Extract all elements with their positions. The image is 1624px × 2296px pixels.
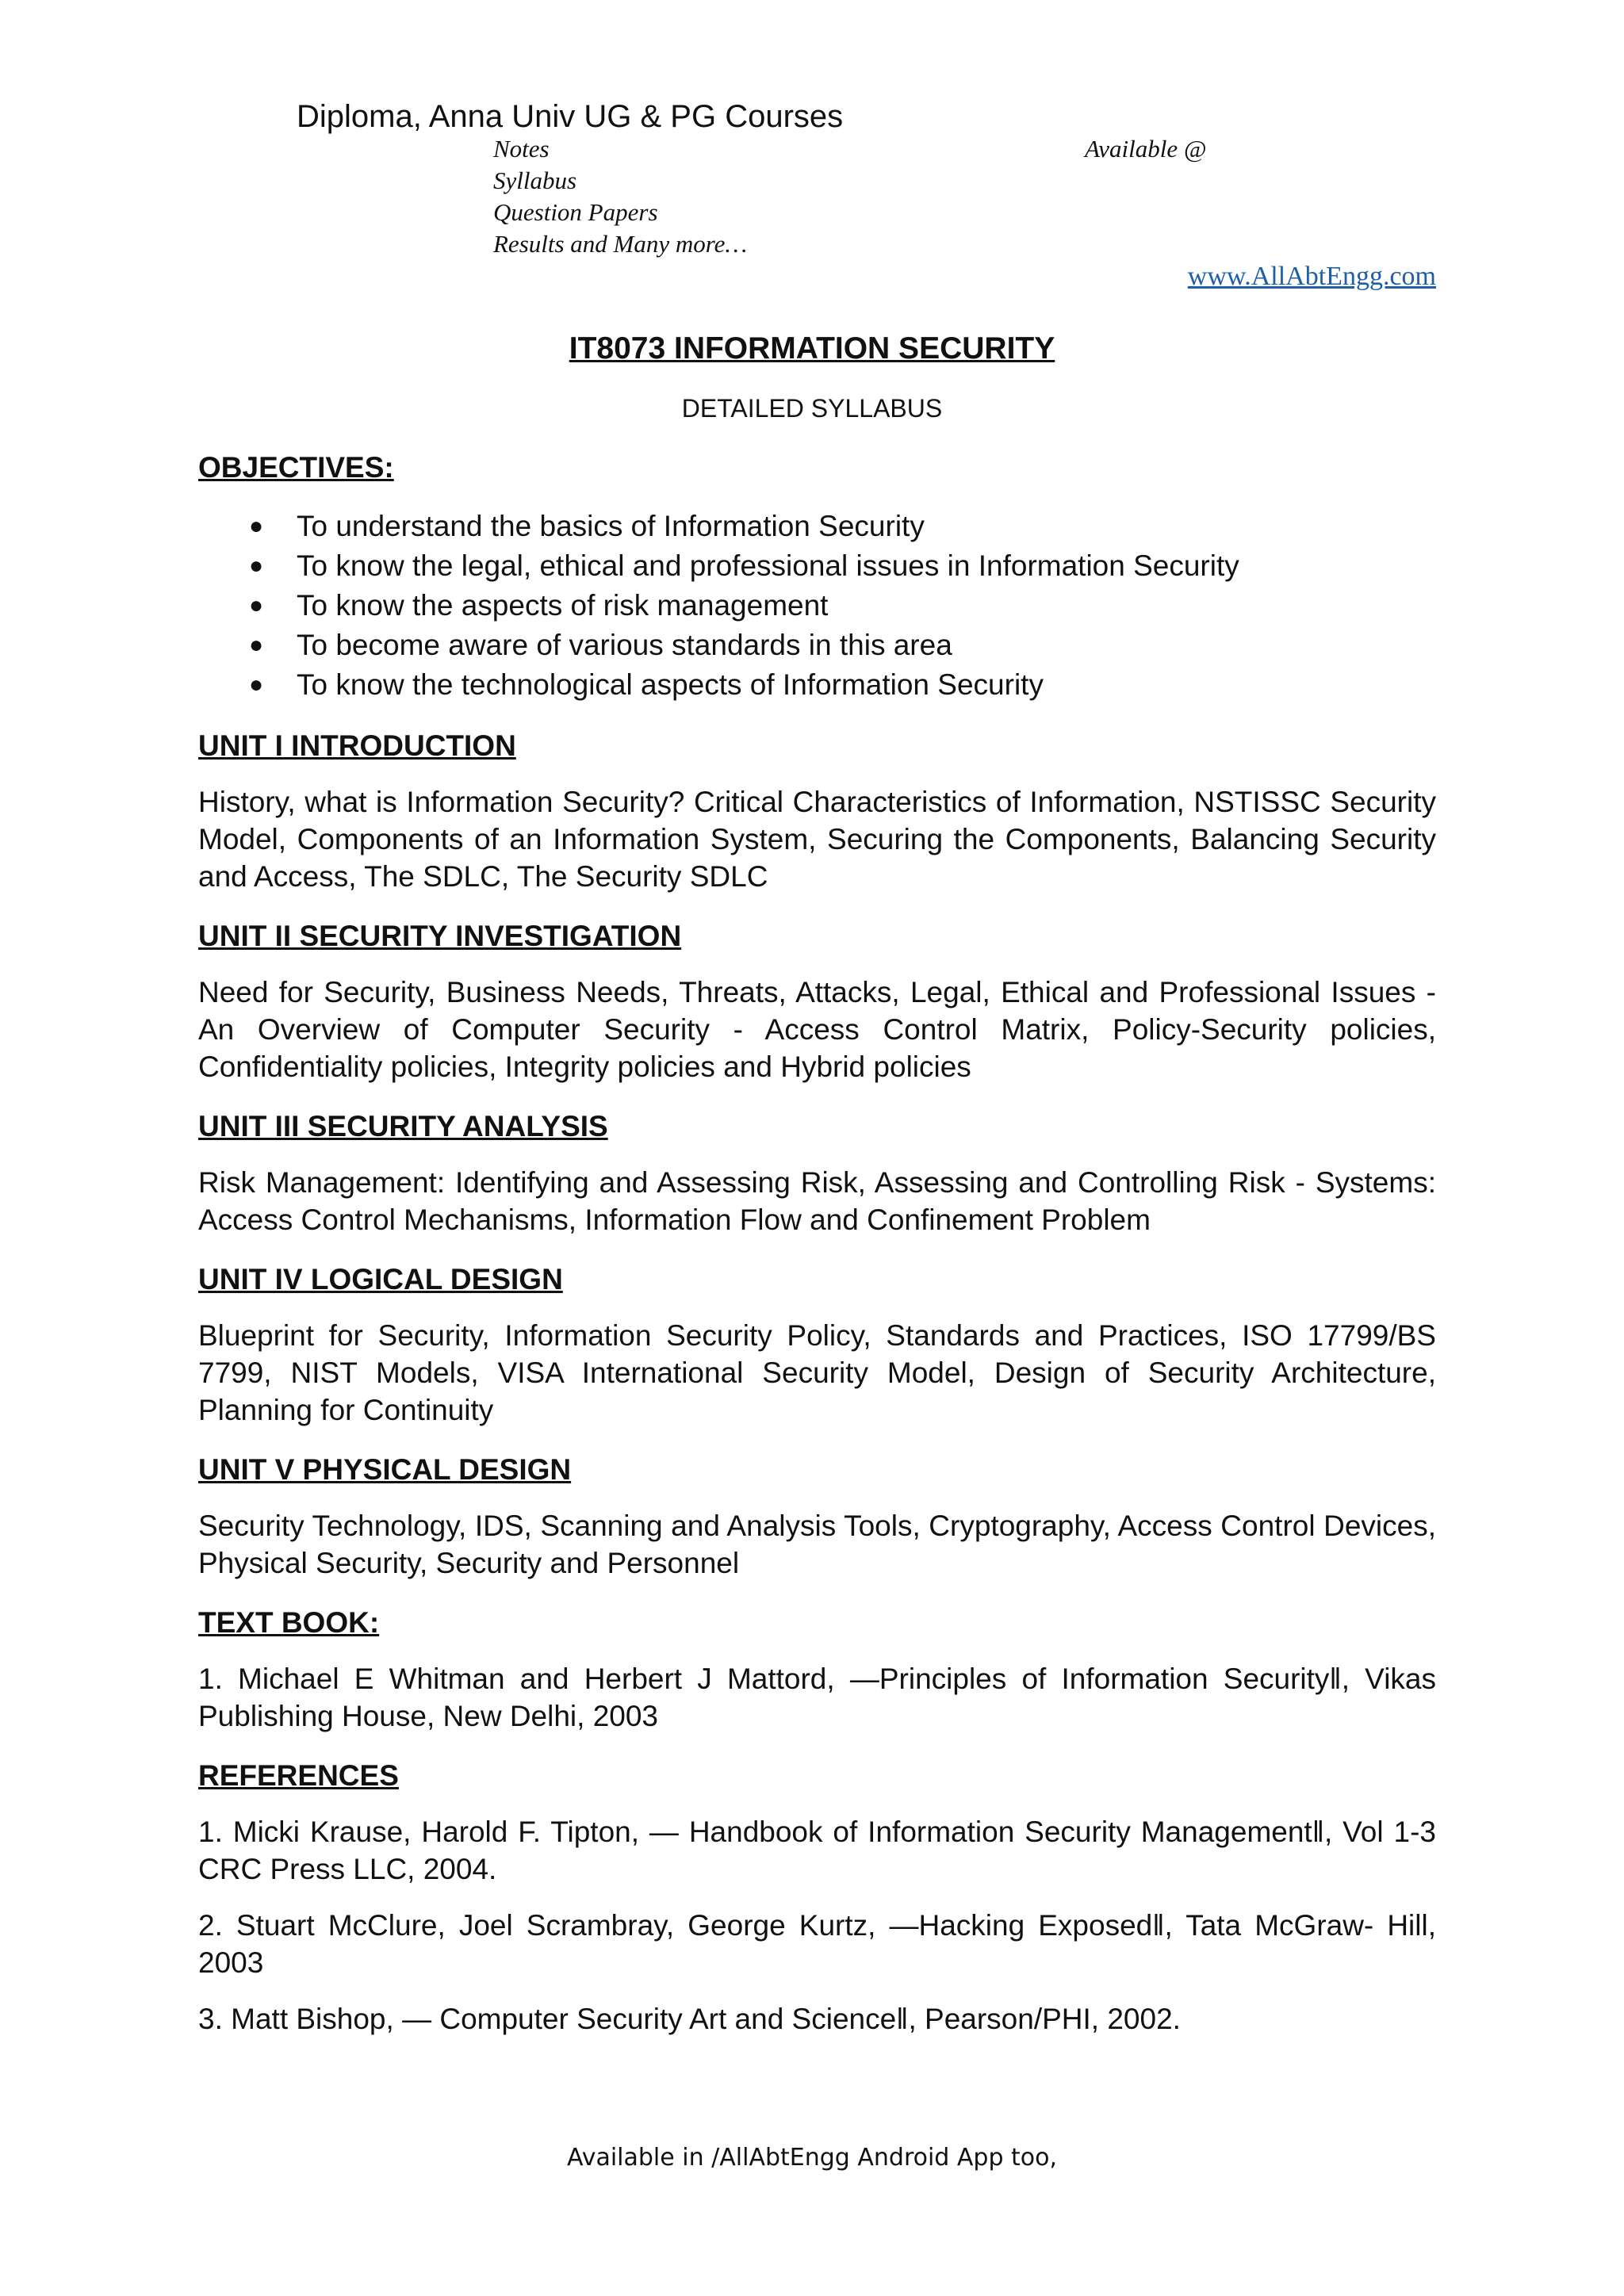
header-available-label: Available @ xyxy=(1085,135,1207,163)
objectives-heading: OBJECTIVES: xyxy=(198,451,394,484)
header-items xyxy=(493,133,747,260)
objective-text: To become aware of various standards in this area xyxy=(297,629,952,661)
reference-item: 1. Micki Krause, Harold F. Tipton, ― Handbook of Information Security Management‖, Vol 1-3 CRC Press LLC, 2004. xyxy=(198,1816,1436,1885)
objective-item xyxy=(198,665,1436,705)
website-link[interactable]: www.AllAbtEngg.com xyxy=(1187,262,1436,291)
objective-text: To know the technological aspects of Information Security xyxy=(297,668,1044,701)
objective-text: To know the legal, ethical and professional issues in Information Security xyxy=(297,549,1239,582)
objective-text: To understand the basics of Information Security xyxy=(297,510,925,542)
reference-item: 2. Stuart McClure, Joel Scrambray, George Kurtz, ―Hacking Exposed‖, Tata McGraw- Hill, 2003 xyxy=(198,1909,1436,1979)
bullet-icon: ● xyxy=(249,672,264,698)
objective-item xyxy=(198,507,1436,546)
document-title: IT8073 INFORMATION SECURITY xyxy=(569,331,1055,365)
footer-note: Available in /AllAbtEngg Android App too, xyxy=(566,2144,1058,2172)
objective-item xyxy=(198,546,1436,586)
unit-3-heading: UNIT III SECURITY ANALYSIS xyxy=(198,1110,608,1142)
objectives-list xyxy=(198,507,1436,705)
reference-item: 3. Matt Bishop, ― Computer Security Art and Science‖, Pearson/PHI, 2002. xyxy=(198,2003,1181,2035)
textbook-heading: TEXT BOOK: xyxy=(198,1606,380,1639)
unit-4-text: Blueprint for Security, Information Security Policy, Standards and Practices, ISO 17799/BS 7799, NIST Models, VISA International Security Model, Design of Security Architecture, Planning for Continuity xyxy=(198,1319,1436,1426)
unit-2-text: Need for Security, Business Needs, Threats, Attacks, Legal, Ethical and Professional Issues - An Overview of Computer Security - Access Control Matrix, Policy-Security policies, Confidentiality policies, Integrity policies and Hybrid policies xyxy=(198,976,1436,1083)
unit-1-heading: UNIT I INTRODUCTION xyxy=(198,729,516,762)
objective-text: To know the aspects of risk management xyxy=(297,589,829,622)
header-item-question-papers: Question Papers xyxy=(493,198,658,226)
header-item-syllabus: Syllabus xyxy=(493,166,577,194)
unit-3-text: Risk Management: Identifying and Assessing Risk, Assessing and Controlling Risk - Systems: Access Control Mechanisms, Information Flow and Confinement Problem xyxy=(198,1166,1436,1236)
textbook-item: 1. Michael E Whitman and Herbert J Mattord, ―Principles of Information Security‖, Vikas Publishing House, New Delhi, 2003 xyxy=(198,1663,1436,1732)
bullet-icon: ● xyxy=(249,592,264,618)
bullet-icon: ● xyxy=(249,553,264,579)
unit-4-heading: UNIT IV LOGICAL DESIGN xyxy=(198,1263,563,1295)
objective-item xyxy=(198,626,1436,665)
unit-2-heading: UNIT II SECURITY INVESTIGATION xyxy=(198,920,682,952)
unit-5-text: Security Technology, IDS, Scanning and Analysis Tools, Cryptography, Access Control Devices, Physical Security, Security and Personnel xyxy=(198,1510,1436,1579)
bullet-icon: ● xyxy=(249,632,264,658)
references-heading: REFERENCES xyxy=(198,1759,399,1792)
unit-1-text: History, what is Information Security? Critical Characteristics of Information, NSTISSC Security Model, Components of an Information System, Securing the Components, Balancing Security and Access, The SDLC, The Security SDLC xyxy=(198,786,1436,893)
objective-item xyxy=(198,586,1436,626)
unit-5-heading: UNIT V PHYSICAL DESIGN xyxy=(198,1453,572,1486)
header-item-notes: Notes xyxy=(493,135,550,163)
document-subtitle: DETAILED SYLLABUS xyxy=(681,394,943,423)
header-title: Diploma, Anna Univ UG & PG Courses xyxy=(297,99,844,134)
header-item-results: Results and Many more… xyxy=(493,230,748,258)
syllabus-content xyxy=(198,449,1436,2038)
bullet-icon: ● xyxy=(249,513,264,539)
